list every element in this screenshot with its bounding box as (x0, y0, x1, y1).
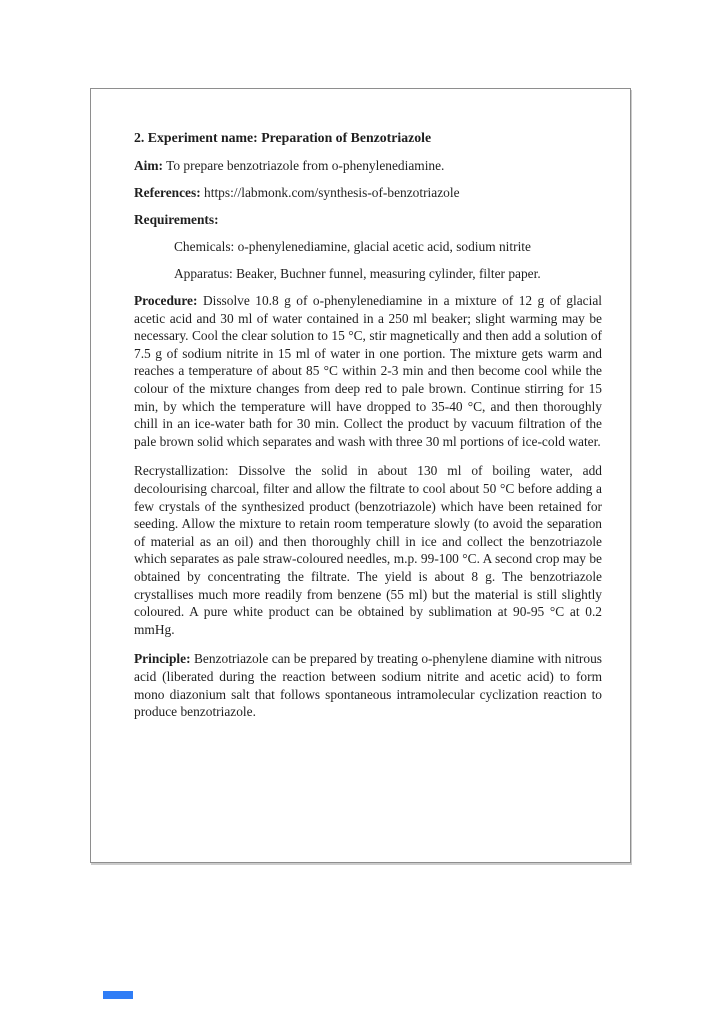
requirements-label: Requirements: (134, 211, 219, 227)
recrystallization-paragraph: Recrystallization: Dissolve the solid in about 130 ml of boiling water, add decolourising charcoal, filter and allow the filtrate to cool about 50 °C before adding a few crystals of the synthesized product (benzotriazole) which have been retained for seeding. Allow the mixture to retain room temperature slowly (to avoid the separation of material as an oil) and then thoroughly chill in ice and collect the benzotriazole which separates as pale straw-coloured needles, m.p. 99-100 °C. A second crop may be obtained by concentrating the filtrate. The yield is about 8 g. The benzotriazole crystallises much more readily from benzene (55 ml) but the material is still slightly coloured. A pure white product can be obtained by sublimation at 90-95 °C at 0.2 mmHg. (134, 463, 602, 637)
document-page (90, 88, 631, 863)
document-content (134, 129, 602, 733)
aim-text: To prepare benzotriazole from o-phenylenediamine. (166, 157, 445, 173)
principle-paragraph (134, 650, 602, 720)
principle-label: Principle: (134, 651, 191, 667)
procedure-text: Dissolve 10.8 g of o-phenylenediamine in a mixture of 12 g of glacial acetic acid and 30 ml of water contained in a 250 ml beaker; slight warming may be necessary. Cool the clear solution to 15 °C, stir magnetically and then add a solution of 7.5 g of sodium nitrite in 15 ml of water in one portion. The mixture gets warm and reaches a temperature of about 85 °C within 2-3 min and then become cool while the colour of the mixture changes from deep red to pale brown. Continue stirring for 15 min, by which the temperature will have dropped to 35-40 °C, and then thoroughly chill in an ice-water bath for 30 min. Collect the product by vacuum filtration of the pale brown solid which separates and wash with three 30 ml portions of ice-cold water. (134, 293, 602, 449)
principle-text: Benzotriazole can be prepared by treating o-phenylene diamine with nitrous acid (liberated during the reaction between sodium nitrite and acetic acid) to form mono diazonium salt that follows spontaneous intramolecular cyclization reaction to produce benzotriazole. (134, 651, 602, 720)
blue-accent-bar (103, 991, 133, 999)
references-url-text: https://labmonk.com/synthesis-of-benzotriazole (204, 184, 460, 200)
requirements-heading (134, 211, 602, 229)
procedure-label: Procedure: (134, 293, 198, 309)
chemicals-line: Chemicals: o-phenylenediamine, glacial acetic acid, sodium nitrite (174, 238, 531, 254)
experiment-heading: 2. Experiment name: Preparation of Benzotriazole (134, 130, 432, 145)
references-label: References: (134, 184, 201, 200)
aim-line (134, 157, 602, 175)
apparatus-line: Apparatus: Beaker, Buchner funnel, measuring cylinder, filter paper. (174, 265, 541, 281)
references-line (134, 184, 602, 202)
aim-label: Aim: (134, 157, 164, 173)
procedure-paragraph (134, 292, 602, 450)
